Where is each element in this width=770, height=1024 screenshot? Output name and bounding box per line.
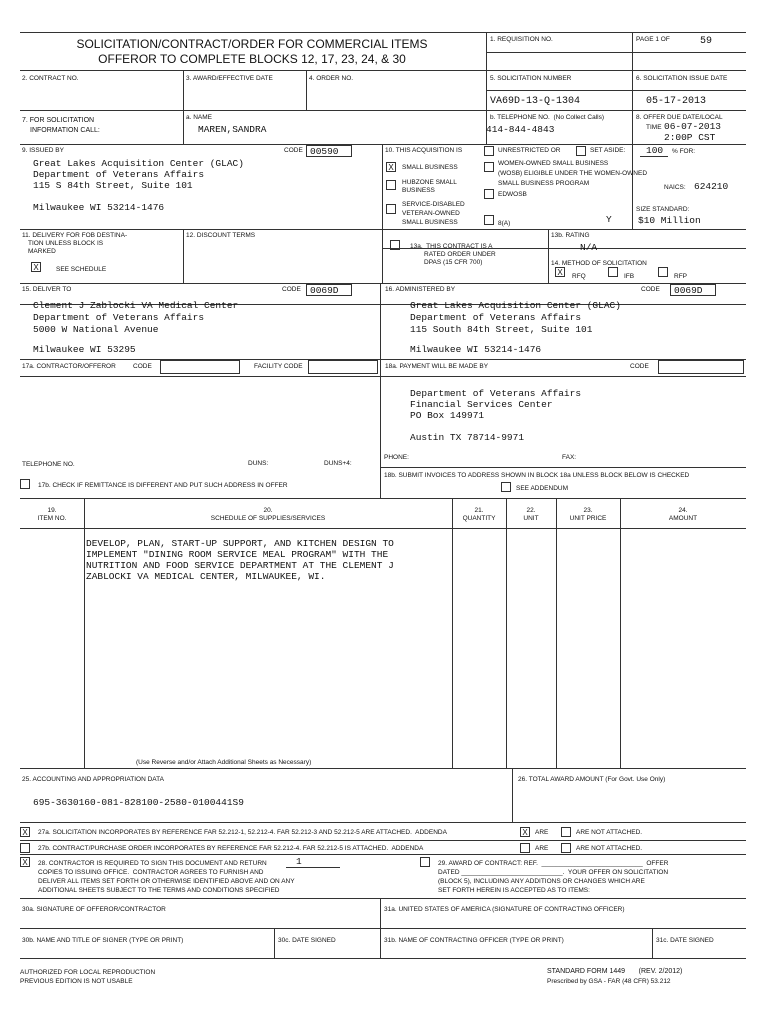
rule <box>20 359 746 360</box>
contact-name: MAREN,SANDRA <box>198 124 267 135</box>
rule <box>84 498 85 768</box>
27a-are-not-checkbox[interactable] <box>561 827 571 837</box>
rule <box>20 528 746 529</box>
rule <box>20 822 746 823</box>
remittance-label: 17b. CHECK IF REMITTANCE IS DIFFERENT AND PUT SUCH ADDRESS IN OFFER <box>38 482 288 489</box>
rule <box>486 90 746 91</box>
29-label: DATED ____________________________. YOUR OFFER ON SOLICITATION <box>438 869 669 876</box>
rule <box>380 283 381 498</box>
offer-due-date: 06-07-2013 <box>664 121 722 132</box>
award-date-label: 3. AWARD/EFFECTIVE DATE <box>186 75 273 82</box>
sdvosb-label: SMALL BUSINESS <box>402 219 458 226</box>
name-label: a. NAME <box>186 114 213 121</box>
27b-are-not-checkbox[interactable] <box>561 843 571 853</box>
rule <box>632 32 633 144</box>
rule <box>486 52 746 53</box>
payment-by-label: 18a. PAYMENT WILL BE MADE BY <box>385 363 489 370</box>
co-name-label: 31b. NAME OF CONTRACTING OFFICER (TYPE OR PRINT) <box>384 937 564 944</box>
remittance-checkbox[interactable] <box>20 479 30 489</box>
rule <box>20 498 746 499</box>
rule <box>20 32 746 33</box>
28-copies: 1 <box>296 856 302 867</box>
administered-by-label: 16. ADMINISTERED BY <box>385 286 456 293</box>
deliver-to-label: 15. DELIVER TO <box>22 286 72 293</box>
addendum-label: SEE ADDENDUM <box>516 485 569 492</box>
form-number: STANDARD FORM 1449 (REV. 2/2012) <box>547 968 683 975</box>
addendum-checkbox[interactable] <box>501 482 511 492</box>
col-schedule: 20. <box>263 507 273 514</box>
rated-order-label: DPAS (15 CFR 700) <box>424 259 483 266</box>
rule <box>556 498 557 768</box>
rule <box>306 70 307 110</box>
rating-label: 13b. RATING <box>551 232 590 239</box>
set-aside-checkbox[interactable] <box>576 146 586 156</box>
rated-order-checkbox[interactable] <box>390 240 400 250</box>
rule <box>20 928 746 929</box>
rule <box>20 283 746 284</box>
col-amount: 24. <box>678 507 688 514</box>
page-label: PAGE 1 OF <box>636 36 670 43</box>
form-title-line2: OFFEROR TO COMPLETE BLOCKS 12, 17, 23, 24, & 30 <box>98 52 406 66</box>
phone-label: PHONE: <box>384 454 409 461</box>
rule <box>452 498 453 768</box>
rule <box>20 854 746 855</box>
29-label: SET FORTH HEREIN IS ACCEPTED AS TO ITEMS: <box>438 887 590 894</box>
see-schedule-label: SEE SCHEDULE <box>56 266 107 273</box>
29-label: (BLOCK 5), INCLUDING ANY ADDITIONS OR CHANGES WHICH ARE <box>438 878 645 885</box>
telephone-label: TELEPHONE NO. <box>22 461 75 468</box>
contract-no-label: 2. CONTRACT NO. <box>22 75 79 82</box>
col-quantity: QUANTITY <box>462 515 496 522</box>
rule <box>632 144 633 229</box>
rule <box>20 229 746 230</box>
rule <box>183 70 184 110</box>
sdvosb-checkbox[interactable] <box>386 204 396 214</box>
deliver-to-line: Milwaukee WI 53295 <box>33 344 136 355</box>
naics-code: 624210 <box>694 181 729 192</box>
rated-order-label: 13a. THIS CONTRACT IS A <box>410 243 493 250</box>
29-checkbox[interactable] <box>420 857 430 867</box>
col-unit-price: UNIT PRICE <box>569 515 607 522</box>
deliver-to-line: Clement J Zablocki VA Medical Center <box>33 300 239 311</box>
sdvosb-label: VETERAN-OWNED <box>402 210 460 217</box>
27a-are-label: ARE <box>535 829 549 836</box>
signature-offeror-label: 30a. SIGNATURE OF OFFEROR/CONTRACTOR <box>22 906 166 913</box>
delivery-fob-label: TION UNLESS BLOCK IS <box>28 240 104 247</box>
27a-are-checkbox[interactable]: X <box>520 827 530 837</box>
accounting-data: 695-3630160-081-828100-2580-0100441S9 <box>33 797 244 808</box>
rule <box>380 898 381 958</box>
27b-are-not-label: ARE NOT ATTACHED. <box>576 845 643 852</box>
copies-underline <box>286 867 340 868</box>
col-amount: AMOUNT <box>668 515 698 522</box>
date-signed-label: 30c. DATE SIGNED <box>278 937 336 944</box>
administered-by-line: Department of Veterans Affairs <box>410 312 582 323</box>
schedule-description: IMPLEMENT "DINING ROOM SERVICE MEAL PROGRAM" WITH THE <box>86 549 389 560</box>
fax-label: FAX: <box>562 454 577 461</box>
29-label: 29. AWARD OF CONTRACT: REF. ____________________________ OFFER <box>438 860 669 867</box>
time-label: TIME <box>646 124 662 131</box>
form-title-line1: SOLICITATION/CONTRACT/ORDER FOR COMMERCIAL ITEMS <box>76 37 428 51</box>
rule <box>506 498 507 768</box>
rule <box>20 898 746 899</box>
rfp-label: RFP <box>674 273 687 280</box>
27b-are-checkbox[interactable] <box>520 843 530 853</box>
contractor-code-field[interactable] <box>160 360 240 374</box>
col-item-no: ITEM NO. <box>37 515 67 522</box>
offer-due-label: 8. OFFER DUE DATE/LOCAL <box>636 114 723 121</box>
contact-phone: 414-844-4843 <box>486 124 555 135</box>
rfq-label: RFQ <box>572 273 586 280</box>
payment-line: Financial Services Center <box>410 399 553 410</box>
wosb-label: WOMEN-OWNED SMALL BUSINESS <box>498 160 609 167</box>
rule <box>652 928 653 958</box>
rule <box>20 376 746 377</box>
hubzone-label: BUSINESS <box>402 187 435 194</box>
payment-line: Department of Veterans Affairs <box>410 388 582 399</box>
administered-by-line: 115 South 84th Street, Suite 101 <box>410 324 593 335</box>
28-label: DELIVER ALL ITEMS SET FORTH OR OTHERWISE IDENTIFIED ABOVE AND ON ANY <box>38 878 295 885</box>
col-unit: UNIT <box>523 515 539 522</box>
administered-by-line: Great Lakes Acquisition Center (GLAC) <box>410 300 621 311</box>
issued-by-line: Department of Veterans Affairs <box>33 169 205 180</box>
rule <box>20 958 746 959</box>
rule <box>20 70 746 71</box>
schedule-description: NUTRITION AND FOOD SERVICE DEPARTMENT AT THE CLEMENT J <box>86 560 394 571</box>
contractor-code-label: CODE <box>133 363 152 370</box>
small-business-label: SMALL BUSINESS <box>402 164 458 171</box>
duns-label: DUNS: <box>248 460 269 467</box>
footer-left: PREVIOUS EDITION IS NOT USABLE <box>20 978 133 985</box>
rule <box>20 768 746 769</box>
payment-code-field[interactable] <box>658 360 744 374</box>
eight-a-checkbox[interactable] <box>484 215 494 225</box>
issue-date: 05-17-2013 <box>646 96 707 107</box>
see-schedule-checkbox[interactable]: X <box>31 262 41 272</box>
discount-terms-label: 12. DISCOUNT TERMS <box>186 232 256 239</box>
27b-are-label: ARE <box>535 845 549 852</box>
27a-are-not-label: ARE NOT ATTACHED. <box>576 829 643 836</box>
info-call-label-2: INFORMATION CALL: <box>30 127 100 134</box>
rating-value: N/A <box>580 242 598 253</box>
edwosb-checkbox[interactable] <box>484 189 494 199</box>
rule <box>20 840 746 841</box>
sdvosb-label: SERVICE-DISABLED <box>402 201 465 208</box>
order-no-label: 4. ORDER NO. <box>309 75 354 82</box>
wosb-label: SMALL BUSINESS PROGRAM <box>498 180 590 187</box>
administered-code-label: CODE <box>641 286 660 293</box>
rule <box>20 110 746 111</box>
payment-line: PO Box 149971 <box>410 410 485 421</box>
28-label: ADDITIONAL SHEETS SUBJECT TO THE TERMS AND CONDITIONS SPECIFIED <box>38 887 280 894</box>
issued-by-code-label: CODE <box>284 147 303 154</box>
method-label: 14. METHOD OF SOLICITATION <box>551 260 647 267</box>
edwosb-label: EDWOSB <box>498 191 527 198</box>
payment-line: Austin TX 78714-9971 <box>410 432 525 443</box>
info-call-label-1: 7. FOR SOLICITATION <box>22 117 95 124</box>
ifb-label: IFB <box>624 273 635 280</box>
schedule-footnote: (Use Reverse and/or Attach Additional Sheets as Necessary) <box>136 759 312 766</box>
unrestricted-checkbox[interactable] <box>484 146 494 156</box>
telephone-label: b. TELEPHONE NO. (No Collect Calls) <box>490 114 605 121</box>
solicitation-number-label: 5. SOLICITATION NUMBER <box>490 75 572 82</box>
set-aside-percent: 100 <box>646 145 664 156</box>
schedule-description: ZABLOCKI VA MEDICAL CENTER, MILWAUKEE, WI. <box>86 571 326 582</box>
deliver-to-line: 5000 W National Avenue <box>33 324 159 335</box>
col-quantity: 21. <box>474 507 484 514</box>
col-unit: 22. <box>526 507 536 514</box>
duns4-label: DUNS+4: <box>324 460 352 467</box>
facility-code-field[interactable] <box>308 360 378 374</box>
issued-by-line: 115 S 84th Street, Suite 101 <box>33 180 193 191</box>
footer-left: AUTHORIZED FOR LOCAL REPRODUCTION <box>20 969 156 976</box>
rule <box>382 229 383 283</box>
28-label: COPIES TO ISSUING OFFICE. CONTRACTOR AGREES TO FURNISH AND <box>38 869 264 876</box>
payment-code-label: CODE <box>630 363 649 370</box>
col-schedule: SCHEDULE OF SUPPLIES/SERVICES <box>210 515 326 522</box>
rule <box>548 229 549 283</box>
contractor-label: 17a. CONTRACTOR/OFFEROR <box>22 363 116 370</box>
issued-by-line: Milwaukee WI 53214-1476 <box>33 202 165 213</box>
signer-name-label: 30b. NAME AND TITLE OF SIGNER (TYPE OR PRINT) <box>22 937 184 944</box>
rule <box>274 928 275 958</box>
administered-code: 0069D <box>674 285 703 296</box>
total-award-label: 26. TOTAL AWARD AMOUNT (For Govt. Use Only) <box>518 776 666 783</box>
rated-order-label: RATED ORDER UNDER <box>424 251 496 258</box>
delivery-fob-label: MARKED <box>28 248 56 255</box>
delivery-fob-label: 11. DELIVERY FOR FOB DESTINA- <box>22 232 128 239</box>
size-standard: $10 Million <box>638 215 701 226</box>
rfq-checkbox[interactable]: X <box>555 267 565 277</box>
solicitation-number: VA69D-13-Q-1304 <box>490 96 581 107</box>
form-prescribed: Prescribed by GSA - FAR (48 CFR) 53.212 <box>547 978 671 985</box>
y-mark: Y <box>606 214 612 225</box>
issued-by-label: 9. ISSUED BY <box>22 147 64 154</box>
col-unit-price: 23. <box>583 507 593 514</box>
27a-label: 27a. SOLICITATION INCORPORATES BY REFERENCE FAR 52.212-1, 52.212-4. FAR 52.212-3 AND 52.212-5 ARE ATTACHED. ADDENDA <box>38 829 447 836</box>
issued-by-line: Great Lakes Acquisition Center (GLAC) <box>33 158 244 169</box>
27b-label: 27b. CONTRACT/PURCHASE ORDER INCORPORATES BY REFERENCE FAR 52.212-4. FAR 52.212-5 IS ATTACHED. ADDENDA <box>38 845 424 852</box>
27b-checkbox[interactable] <box>20 843 30 853</box>
page-total: 59 <box>700 36 713 47</box>
offer-due-time: 2:00P CST <box>664 132 716 143</box>
deliver-to-line: Department of Veterans Affairs <box>33 312 205 323</box>
rule <box>512 768 513 822</box>
28-checkbox[interactable]: X <box>20 857 30 867</box>
percent-underline <box>640 156 668 157</box>
rule <box>382 144 383 229</box>
requisition-label: 1. REQUISITION NO. <box>490 36 553 43</box>
issued-by-code: 00590 <box>310 146 339 157</box>
eight-a-label: 8(A) <box>498 220 511 227</box>
col-item-no: 19. <box>47 507 57 514</box>
deliver-to-code-label: CODE <box>282 286 301 293</box>
wosb-checkbox[interactable] <box>484 162 494 172</box>
issue-date-label: 6. SOLICITATION ISSUE DATE <box>636 75 728 82</box>
invoice-label: 18b. SUBMIT INVOICES TO ADDRESS SHOWN IN BLOCK 18a UNLESS BLOCK BELOW IS CHECKED <box>384 472 690 479</box>
facility-code-label: FACILITY CODE <box>254 363 303 370</box>
co-date-signed-label: 31c. DATE SIGNED <box>656 937 714 944</box>
27a-checkbox[interactable]: X <box>20 827 30 837</box>
percent-for-label: % FOR: <box>672 148 696 155</box>
size-standard-label: SIZE STANDARD: <box>636 206 690 213</box>
unrestricted-label: UNRESTRICTED OR <box>498 147 561 154</box>
naics-label: NAICS: <box>664 184 686 191</box>
wosb-label: (WOSB) ELIGIBLE UNDER THE WOMEN-OWNED <box>498 170 648 177</box>
hubzone-label: HUBZONE SMALL <box>402 179 457 186</box>
small-business-checkbox[interactable]: X <box>386 162 396 172</box>
rfp-checkbox[interactable] <box>658 267 668 277</box>
administered-by-line: Milwaukee WI 53214-1476 <box>410 344 542 355</box>
rule <box>620 498 621 768</box>
set-aside-label: SET ASIDE: <box>590 147 626 154</box>
signature-co-label: 31a. UNITED STATES OF AMERICA (SIGNATURE OF CONTRACTING OFFICER) <box>384 906 625 913</box>
rule <box>380 467 746 468</box>
rule <box>183 229 184 283</box>
schedule-description: DEVELOP, PLAN, START-UP SUPPORT, AND KITCHEN DESIGN TO <box>86 538 394 549</box>
deliver-to-code: 0069D <box>310 285 339 296</box>
rule <box>20 144 746 145</box>
28-label: 28. CONTRACTOR IS REQUIRED TO SIGN THIS DOCUMENT AND RETURN <box>38 860 267 867</box>
rule <box>183 110 184 144</box>
ifb-checkbox[interactable] <box>608 267 618 277</box>
hubzone-checkbox[interactable] <box>386 180 396 190</box>
accounting-label: 25. ACCOUNTING AND APPROPRIATION DATA <box>22 776 164 783</box>
acquisition-label: 10. THIS ACQUISITION IS <box>385 147 463 154</box>
